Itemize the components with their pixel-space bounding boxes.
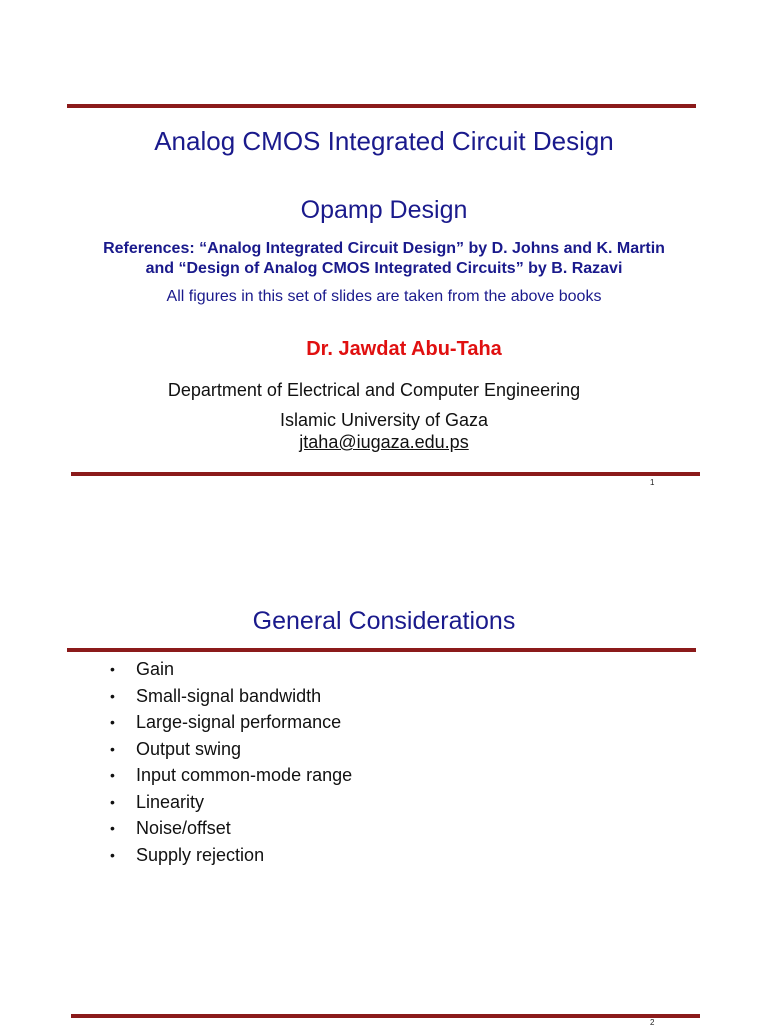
list-item-label: Small-signal bandwidth bbox=[136, 685, 322, 706]
department: Department of Electrical and Computer Engineering bbox=[167, 380, 581, 400]
list-item bbox=[108, 789, 352, 816]
email-link[interactable]: jtaha@iugaza.edu.ps bbox=[299, 432, 469, 452]
page-number-2: 2 bbox=[650, 1018, 655, 1027]
page-number-1: 1 bbox=[650, 478, 655, 487]
bullet-icon: • bbox=[110, 740, 115, 757]
list-item bbox=[108, 762, 352, 789]
list-item bbox=[108, 842, 352, 869]
figures-note: All figures in this set of slides are taken from the above books bbox=[166, 288, 602, 305]
slide2-title: General Considerations bbox=[252, 607, 516, 635]
bullet-icon: • bbox=[110, 793, 115, 810]
bullet-icon: • bbox=[110, 661, 115, 677]
slide2-top-rule bbox=[67, 648, 696, 652]
list-item bbox=[108, 656, 352, 683]
slide2-bottom-rule bbox=[71, 1014, 700, 1018]
bullet-icon: • bbox=[110, 767, 115, 783]
considerations-list bbox=[108, 656, 352, 868]
slide1-top-rule bbox=[67, 104, 696, 108]
author-name: Dr. Jawdat Abu-Taha bbox=[306, 338, 502, 360]
list-item-label: Large-signal performance bbox=[136, 712, 342, 732]
bullet-icon: • bbox=[110, 714, 115, 730]
references-line-2: and “Design of Analog CMOS Integrated Circuits” by B. Razavi bbox=[145, 260, 623, 277]
slide1-subtitle: Opamp Design bbox=[300, 196, 468, 224]
list-item bbox=[108, 815, 352, 842]
list-item bbox=[108, 709, 352, 736]
list-item-label: Noise/offset bbox=[136, 818, 231, 838]
references-line-1: References: “Analog Integrated Circuit Design” by D. Johns and K. Martin bbox=[103, 240, 665, 257]
list-item bbox=[108, 736, 352, 763]
list-item-label: Linearity bbox=[136, 791, 205, 812]
email-link-wrapper bbox=[0, 432, 768, 453]
list-item bbox=[108, 683, 352, 710]
bullet-icon: • bbox=[110, 820, 115, 836]
bullet-icon: • bbox=[110, 687, 115, 704]
list-item-label: Supply rejection bbox=[136, 844, 265, 865]
list-item-label: Gain bbox=[136, 659, 175, 679]
list-item-label: Output swing bbox=[136, 738, 242, 759]
slide1-title: Analog CMOS Integrated Circuit Design bbox=[154, 126, 614, 156]
slide1-bottom-rule bbox=[71, 472, 700, 476]
bullet-icon: • bbox=[110, 846, 115, 863]
list-item-label: Input common-mode range bbox=[136, 765, 353, 785]
university: Islamic University of Gaza bbox=[279, 410, 489, 430]
